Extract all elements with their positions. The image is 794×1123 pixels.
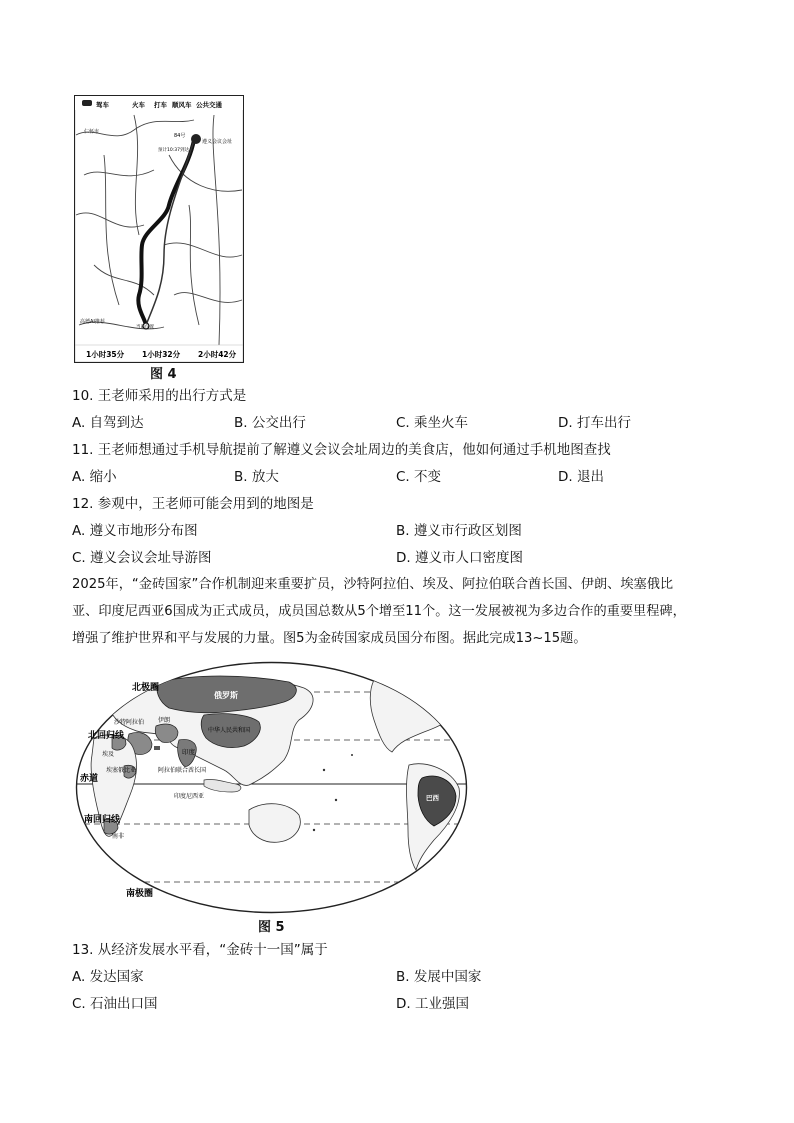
q12-option-a[interactable]: A. 遵义市地形分布图 <box>72 523 198 539</box>
label-equator: 赤道 <box>80 774 99 784</box>
label-brazil: 巴西 <box>426 794 439 802</box>
route-time-3[interactable]: 2小时42分 <box>198 350 237 359</box>
tab-train[interactable]: 火车 <box>132 101 145 109</box>
label-destination: 遵义会议会址 <box>202 139 233 145</box>
country-uae <box>154 746 160 750</box>
q13-option-b[interactable]: B. 发展中国家 <box>396 969 482 985</box>
q10-option-b[interactable]: B. 公交出行 <box>234 415 306 431</box>
q11-option-c[interactable]: C. 不变 <box>396 469 442 485</box>
q11-option-d[interactable]: D. 退出 <box>558 469 604 485</box>
question-10-stem: 10. 王老师采用的出行方式是 <box>72 388 247 404</box>
figure-5-caption: 图 5 <box>258 920 285 935</box>
label-india: 印度 <box>182 748 195 756</box>
q10-option-a[interactable]: A. 自驾到达 <box>72 415 144 431</box>
route-time-2[interactable]: 1小时32分 <box>142 350 181 359</box>
brics-world-map <box>74 660 469 915</box>
label-south-africa: 南非 <box>112 833 125 840</box>
q10-option-d[interactable]: D. 打车出行 <box>558 415 631 431</box>
label-indonesia: 印度尼西亚 <box>174 793 205 800</box>
q13-option-a[interactable]: A. 发达国家 <box>72 969 144 985</box>
intro-line-3: 增强了维护世界和平与发展的力量。图5为金砖国家成员国分布图。据此完成13~15题。 <box>72 631 587 646</box>
label-start: 当前位置 <box>136 325 154 330</box>
intro-line-1: 2025年，“金砖国家”合作机制迎来重要扩员，沙特阿拉伯、埃及、阿拉伯联合酋长国、伊朗、埃塞俄比 <box>72 577 674 592</box>
question-11-stem: 11. 王老师想通过手机导航提前了解遵义会议会址周边的美食店，他如何通过手机地图查找 <box>72 442 611 458</box>
tab-drive[interactable]: 驾车 <box>96 101 109 109</box>
label-egypt: 埃及 <box>102 751 115 758</box>
route-time-1[interactable]: 1小时35分 <box>86 350 125 359</box>
tab-taxi[interactable]: 打车 <box>154 101 167 109</box>
q11-option-a[interactable]: A. 缩小 <box>72 469 117 485</box>
figure-4 <box>74 95 244 363</box>
label-route-code: 84号 <box>174 133 186 139</box>
q13-option-d[interactable]: D. 工业强国 <box>396 996 469 1012</box>
figure-4-caption: 图 4 <box>150 367 177 382</box>
label-ethiopia: 埃塞俄比亚 <box>106 767 137 774</box>
label-renhuai: 仁怀市 <box>84 129 100 135</box>
question-12-stem: 12. 参观中，王老师可能会用到的地图是 <box>72 496 314 512</box>
car-icon <box>82 100 92 106</box>
tab-carpool[interactable]: 顺风车 <box>172 101 192 109</box>
navigation-map <box>74 95 244 363</box>
q10-option-c[interactable]: C. 乘坐火车 <box>396 415 469 431</box>
label-uae: 阿拉伯联合酋长国 <box>158 767 207 774</box>
q11-option-b[interactable]: B. 放大 <box>234 469 279 485</box>
label-saudi-arabia: 沙特阿拉伯 <box>114 719 145 726</box>
label-tropic-of-cancer: 北回归线 <box>88 731 125 741</box>
label-china: 中华人民共和国 <box>208 727 251 734</box>
tab-public-transport[interactable]: 公共交通 <box>196 101 222 109</box>
label-iran: 伊朗 <box>158 717 171 724</box>
intro-line-2: 亚、印度尼西亚6国成为正式成员，成员国总数从5个增至11个。这一发展被视为多边合作的重要里程碑， <box>72 604 686 619</box>
destination-marker-icon <box>191 134 201 144</box>
question-13-stem: 13. 从经济发展水平看，“金砖十一国”属于 <box>72 942 328 958</box>
q12-option-c[interactable]: C. 遵义会议会址导游图 <box>72 550 212 566</box>
label-antarctic-circle: 南极圈 <box>126 889 154 899</box>
q13-option-c[interactable]: C. 石油出口国 <box>72 996 158 1012</box>
label-tropic-of-capricorn: 南回归线 <box>84 815 121 825</box>
label-ai-recommend: 高德AI推荐 <box>80 319 105 325</box>
q12-option-d[interactable]: D. 遵义市人口密度图 <box>396 550 523 566</box>
label-arctic-circle: 北极圈 <box>132 683 160 693</box>
figure-5 <box>74 660 469 915</box>
label-eta: 预计10:37到达 <box>158 148 189 153</box>
country-iran <box>155 724 178 743</box>
q12-option-b[interactable]: B. 遵义市行政区划图 <box>396 523 522 539</box>
label-russia: 俄罗斯 <box>214 691 238 700</box>
